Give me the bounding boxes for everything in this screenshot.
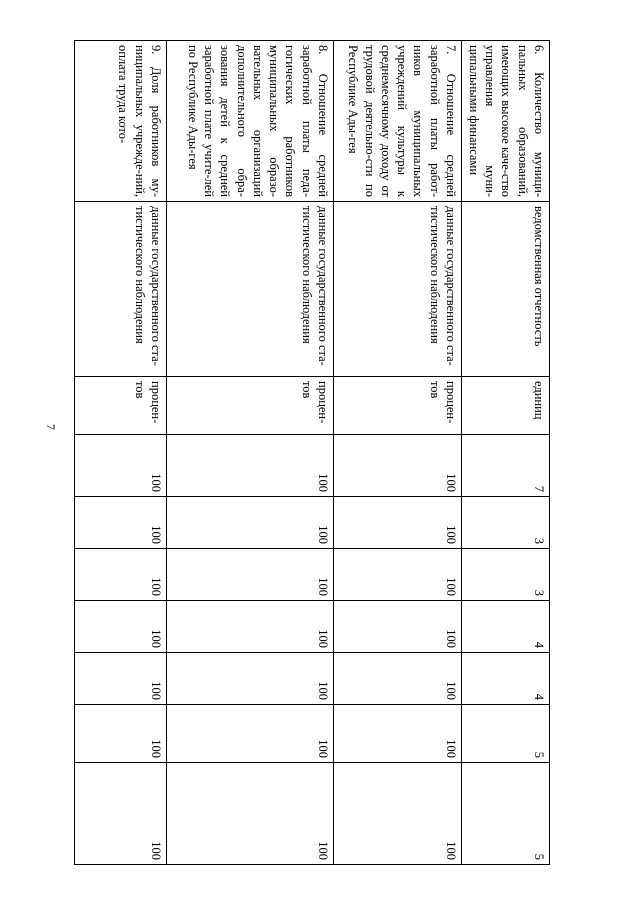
value-cell: 100	[167, 497, 334, 549]
value-cell: 100	[334, 497, 462, 549]
value-cell: 100	[167, 653, 334, 705]
value-cell: 100	[167, 763, 334, 865]
table-row	[167, 41, 334, 865]
indicator-cell: 6. Количество муници-пальных образований, имеющих высокое каче-ство управления муни-ципальными финансами	[462, 41, 550, 202]
table-row	[462, 41, 550, 865]
value-cell: 4	[462, 653, 550, 705]
value-cell: 100	[334, 653, 462, 705]
table-row	[75, 41, 167, 865]
value-cell: 100	[167, 549, 334, 601]
value-cell: 100	[75, 435, 167, 497]
value-cell: 3	[462, 549, 550, 601]
table-body	[75, 41, 550, 865]
value-cell: 3	[462, 497, 550, 549]
source-cell: данные государственного ста-тистического наблюдения	[75, 202, 167, 377]
value-cell: 100	[167, 601, 334, 653]
source-cell: ведомственная отчетность	[462, 202, 550, 377]
page-number: 7	[44, 424, 58, 430]
value-cell: 100	[75, 497, 167, 549]
unit-cell: единиц	[462, 377, 550, 435]
table-row	[334, 41, 462, 865]
unit-cell: процен-тов	[75, 377, 167, 435]
value-cell: 100	[334, 549, 462, 601]
unit-cell: процен-тов	[334, 377, 462, 435]
source-cell: данные государственного ста-тистического наблюдения	[334, 202, 462, 377]
value-cell: 100	[75, 653, 167, 705]
value-cell: 100	[334, 763, 462, 865]
indicator-cell: 7. Отношение средней заработной платы работ-ников муниципальных учреждений культуры к среднемесячному доходу от трудовой деятельно-сти по Республике Ады-гея	[334, 41, 462, 202]
value-cell: 100	[75, 763, 167, 865]
value-cell: 100	[167, 705, 334, 763]
value-cell: 100	[334, 705, 462, 763]
value-cell: 4	[462, 601, 550, 653]
value-cell: 100	[167, 435, 334, 497]
source-cell: данные государственного ста-тистического наблюдения	[167, 202, 334, 377]
indicator-cell: 8. Отношение средней заработной платы педа-гогических работников муниципальных образо-вательных организаций дополнительного обра-зования детей к средней заработной плате учите-лей по Республике Ады-гея	[167, 41, 334, 202]
indicators-table	[74, 40, 550, 865]
value-cell: 100	[334, 601, 462, 653]
value-cell: 7	[462, 435, 550, 497]
value-cell: 100	[334, 435, 462, 497]
value-cell: 5	[462, 763, 550, 865]
value-cell: 100	[75, 601, 167, 653]
indicator-cell: 9. Доля работников му-ниципальных учрежде-ний, оплата труда кото-	[75, 41, 167, 202]
value-cell: 5	[462, 705, 550, 763]
unit-cell: процен-тов	[167, 377, 334, 435]
rotated-table-container	[75, 40, 550, 864]
value-cell: 100	[75, 549, 167, 601]
value-cell: 100	[75, 705, 167, 763]
